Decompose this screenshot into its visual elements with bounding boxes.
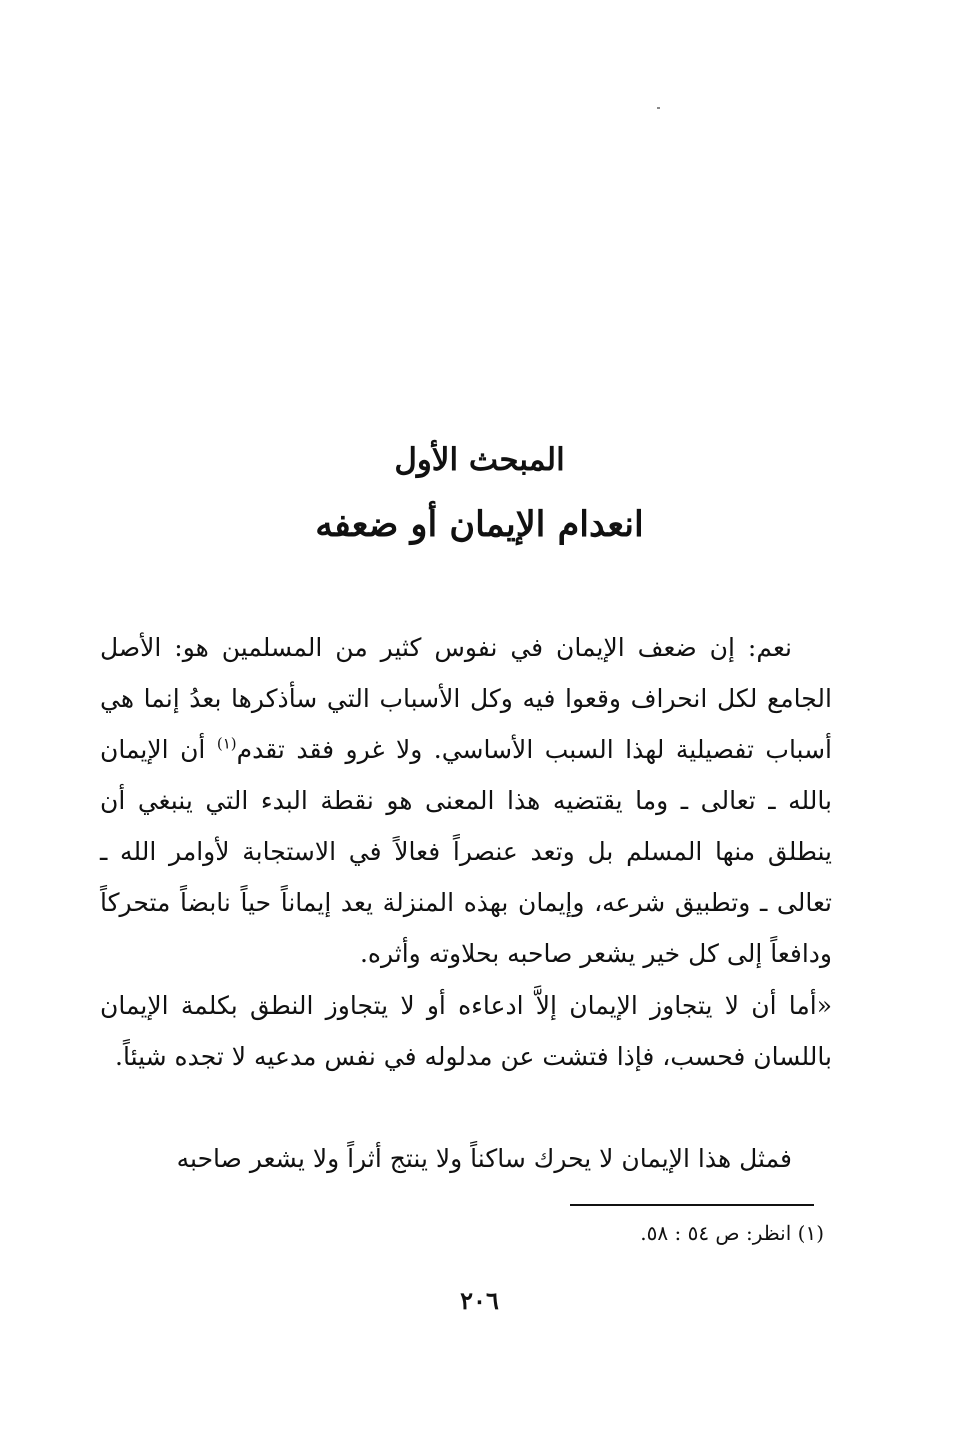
scan-speck bbox=[657, 107, 660, 109]
paragraph-1-text-a: نعم: إن ضعف الإيمان في نفوس كثير من المسلمين هو: الأصل الجامع لكل انحراف وقعوا فيه وكل الأسباب التي سأذكرها بعدُ إنما هي أسباب تفصيلية لهذا السبب الأساسي. ولا غرو فقد تقدم bbox=[100, 633, 832, 764]
paragraph-1 bbox=[100, 622, 832, 979]
section-label: المبحث الأول bbox=[394, 442, 565, 478]
footnote: (١) انظر: ص ٥٤ : ٥٨. bbox=[640, 1221, 824, 1245]
page-number: ٢٠٦ bbox=[460, 1286, 499, 1315]
footnote-separator bbox=[570, 1204, 814, 1206]
footnote-reference: (١) bbox=[216, 734, 237, 753]
chapter-title: انعدام الإيمان أو ضعفه bbox=[315, 504, 644, 545]
paragraph-1-text-b: أن الإيمان بالله ـ تعالى ـ وما يقتضيه هذا المعنى هو نقطة البدء التي ينبغي أن ينطلق منها المسلم بل وتعد عنصراً فعالاً في الاستجابة لأوامر الله ـ تعالى ـ وتطبيق شرعه، وإيمان بهذه المنزلة يعد إيماناً حياً نابضاً متحركاً ودافعاً إلى كل خير يشعر صاحبه بحلاوته وأثره. bbox=[100, 735, 832, 968]
paragraph-3: فمثل هذا الإيمان لا يحرك ساكناً ولا ينتج أثراً ولا يشعر صاحبه bbox=[176, 1144, 792, 1173]
paragraph-2: «أما أن لا يتجاوز الإيمان إلاَّ ادعاءه أو لا يتجاوز النطق بكلمة الإيمان باللسان فحسب، فإذا فتشت عن مدلوله في نفس مدعيه لا تجده شيئاً. bbox=[100, 991, 832, 1071]
